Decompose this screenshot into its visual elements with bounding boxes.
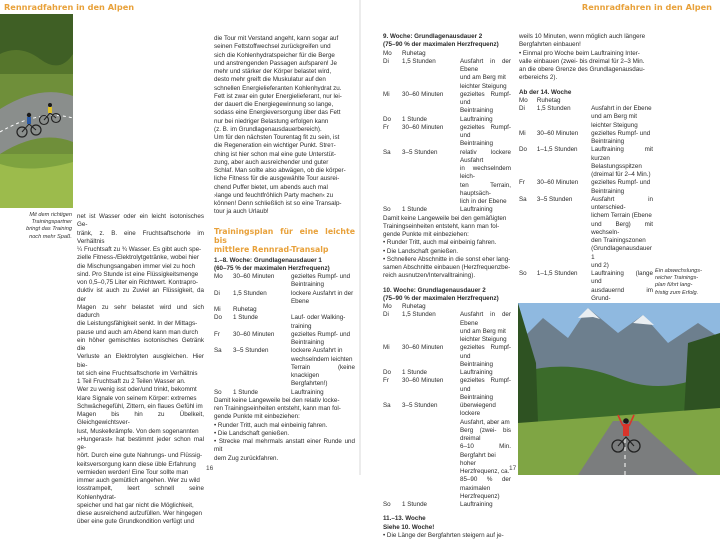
text-line: die Mischungsangaben immer viel zu hoch [77,262,196,270]
schedule-description [291,331,355,348]
schedule-description-line: Lauftraining [460,206,493,214]
schedule-day: Mo [383,303,392,310]
schedule-description-line: gezieltes Rumpf- und [460,344,511,360]
text-line: ren Trainingseinheiten entsteht, kann man fol- [214,405,341,413]
schedule-description-line: Beintraining [460,360,494,368]
schedule-day: So [519,270,527,277]
text-line: sodass eine Energieversorgung über das Fett [214,109,341,117]
schedule-day: Fr [519,179,525,187]
schedule-duration: 1 Stunde [402,115,428,123]
schedule-description-line: Ausfahrt in unterschied- [591,195,653,211]
schedule-duration: 30–60 Minuten [402,344,444,352]
schedule-description-line: lockere Ausfahrt in der [291,289,354,297]
schedule-description-line: Ausfahrt in der Ebene [460,57,511,73]
schedule-day: Fr [383,377,389,385]
schedule-description-line: training [291,322,312,330]
schedule-row [383,501,511,509]
left-column-2 [214,35,355,463]
photo-caption-left: Mit dem richtigen Trainingspartner bringt das Training noch mehr Spaß. [26,212,72,240]
schedule-day: Do [383,369,391,376]
schedule-row [383,402,511,501]
schedule-description [291,306,355,314]
schedule-description [591,146,653,179]
text-line: lust, Muskelkrämpfe. Von dem sogenannten [77,427,199,435]
schedule-description-line: Lauftraining mit kurzen [591,146,653,162]
schedule-description-line: Lauftraining [460,115,493,123]
text-line: vermieden werden! Eine Tour sollte man [77,468,189,476]
text-line: chend Puffer bietet, um abends auch mal [214,183,328,191]
schedule-duration: 3–5 Stunden [402,402,438,409]
text-line: • Schnellere Abschnitte in die sonst eher lang- [383,255,511,263]
week14-schedule-table [519,97,653,320]
schedule-day: Fr [214,330,220,338]
schedule-row [383,311,511,344]
left-column-2-text [214,35,355,217]
right-column-4 [519,33,653,336]
schedule-day: Di [519,105,525,112]
text-line: keitsversorgung kann diese üble Erfahrung [77,460,196,468]
schedule-day: Sa [383,148,391,156]
schedule-day: So [214,388,222,396]
schedule-description [460,50,511,58]
text-line: gende Punkte mit einbeziehen: [214,413,300,421]
text-line: dem Zug zurückfahren. [214,454,279,462]
week1-schedule-table [214,273,355,397]
schedule-description-line: ausdauernd im Grund- [591,286,653,302]
week10-title: 10. Woche: Grundlagenausdauer 2 (75–90 % der maximalen Herzfrequenz) [383,286,499,302]
schedule-description-line: leichter Steigung [591,121,638,129]
text-line: die Regeneration ein wichtiger Punkt. Streт- [214,142,336,150]
text-line: Schwächegefühl, Zittern, ein flaues Gefühl im [77,402,203,410]
text-line: Magen zu sehr belastet wird und sich dadurch [77,303,204,319]
schedule-duration: 30–60 Minuten [402,377,444,385]
text-line: können! Denn schließlich ist so eine Transalp- [214,200,342,207]
schedule-duration: 30–60 Minuten [536,179,579,187]
schedule-description [460,124,511,149]
schedule-description [460,311,511,344]
text-line: • Die Landschaft genießen. [383,247,459,255]
schedule-description [460,501,511,509]
schedule-row [383,344,511,369]
text-line: desto mehr greift die Muskulatur auf den [214,76,326,84]
training-plan-heading: Trainingsplan für eine leichte bis mittlere Rennrad-Transalp [214,226,355,255]
schedule-description-line: Belastungsspitzen [591,162,642,170]
schedule-description-line: lockere Ausfahrt in [291,347,343,355]
text-line: Damit keine Langeweile bei den relativ locke- [214,396,340,404]
text-line: Bergfahrten einbauen! [519,41,581,49]
text-line: seinen Fettstoffwechsel zurückgreifen und [214,43,331,51]
schedule-description [460,303,511,311]
schedule-description-line: Ausfahrt in der Ebene [460,311,511,327]
text-line: diese ausreichend aufzufüllen. Wer hingegen [77,510,202,517]
schedule-description-line: Lauftraining [460,369,493,376]
text-line: speicher und hat gar nicht die Möglichkeit, [77,501,194,509]
schedule-duration: Ruhetag [402,49,426,57]
text-line: duktiv ist auch zu Zuviel an Flüssigkeit, da der [77,287,204,303]
schedule-row [383,303,511,311]
schedule-row [383,149,511,207]
text-line: reich ausnutzen/Intervalltraining). [383,272,476,280]
text-line: Trainingseinheiten entsteht, kann man fol- [383,222,500,230]
text-line: liche Fitness für die ausgewählte Tour ausrei- [214,175,340,183]
schedule-description-line: Beintraining [460,107,494,115]
schedule-row [383,116,511,124]
schedule-description-line: gezieltes Rumpf- und [460,123,511,139]
schedule-description-line: Beintraining [291,339,325,347]
week1-title: 1.–8. Woche: Grundlagenausdauer 1 (60–75 % der maximalen Herzfrequenz) [214,256,330,272]
schedule-row [519,97,653,105]
text-line: Magen bis hin zu Übelkeit, Gleichgewichtsver- [77,411,204,427]
schedule-duration: 3–5 Stunden [402,148,438,156]
schedule-duration: 1,5 Stunden [536,105,571,112]
text-line: ein höher gemischtes isotonisches Getränk die [77,336,204,352]
schedule-duration: 1 Stunde [402,206,428,214]
schedule-description-line: hoher Herzfrequenz, ca. [460,459,510,475]
schedule-description-line: Lauftraining [291,388,324,396]
text-line: nur bei niedriger Belastung erfolgen kann [214,117,329,125]
text-line: von 0,5–0,75 Liter ein Richtwert. Kontrapro- [77,279,198,286]
schedule-day: Sa [519,195,527,203]
text-line: mehr und stärker der Körper belastet wird, [214,68,332,75]
text-line: • Einmal pro Woche beim Lauftraining Inter- [519,49,640,57]
text-line: • Strecke mal mehrmals anstatt einer Runde und mit [214,438,355,454]
schedule-description [460,91,511,116]
schedule-day: Mi [519,129,526,137]
text-line: 1 Teil Fruchtsaft zu 2 Teilen Wasser an. [77,378,186,385]
schedule-row [519,196,653,270]
schedule-description-line: leichter Steigung [460,82,507,90]
schedule-description-line: Lauftraining [460,501,493,508]
schedule-day: Mi [214,306,221,314]
schedule-description [591,130,653,147]
text-line: Wer zu wenig isst oder/und trinkt, bekommt [77,386,197,394]
schedule-day: So [383,501,391,508]
schedule-description [291,290,355,307]
schedule-day: So [383,206,391,214]
schedule-row [214,331,355,348]
text-line: tränk, z. B. eine Fruchtsaftschorle im Verhältnis [77,229,204,245]
schedule-description-line: Beintraining [591,138,625,145]
schedule-description-line: gezieltes Rumpf- und [291,273,351,281]
schedule-row [519,146,653,179]
schedule-description-line: Ebene [291,297,310,305]
schedule-description-line: und am Berg mit [591,113,637,121]
schedule-description-line: relativ lockere Ausfahrt [460,148,511,164]
schedule-description-line: und am Berg mit [460,327,506,335]
schedule-duration: Ruhetag [402,303,426,310]
text-line: losstrampelt, leert schnell seine Kohlenhydrat- [77,485,204,501]
schedule-description-line: Beintraining [460,140,494,148]
text-line: ›lange und feuchtfröhlich Party machen‹ zu [214,191,334,199]
photo-cyclist-mountains [518,303,720,475]
schedule-description [291,347,355,388]
schedule-row [383,124,511,149]
schedule-day: Fr [383,123,389,131]
schedule-description [460,377,511,402]
schedule-day: Do [214,314,222,322]
text-line: (z. B. im Grundlagenausdauerbereich). [214,125,322,133]
schedule-description [460,402,511,501]
schedule-duration: Ruhetag [233,306,257,314]
schedule-description-line: in wechselndem leich- [460,165,511,181]
schedule-duration: 3–5 Stunden [233,347,269,355]
schedule-description [591,105,653,130]
schedule-row [519,130,653,147]
running-header-left: Rennradfahren in den Alpen [4,2,135,12]
schedule-row [383,206,511,214]
schedule-row [383,369,511,377]
schedule-description-line: 6–10 Min. Bergfahrt bei [460,443,511,459]
text-line: ching ist hier schon mal eine gute Unterstüt- [214,150,336,158]
schedule-duration: 30–60 Minuten [402,90,444,98]
schedule-description-line: wechselndem leichten [291,355,353,363]
cyclists-road-illustration [0,14,73,208]
text-line: Verluste an Elektrolyten ausgleichen. Hier bie- [77,353,204,369]
schedule-day: Sa [383,402,391,409]
schedule-description-line: und 2) [591,261,609,269]
running-header-right: Rennradfahren in den Alpen [581,2,712,12]
schedule-description-line: Lauf- oder Walking- [291,314,346,322]
text-line: net ist Wasser oder ein leicht isotonisches Ge- [77,213,204,229]
schedule-description-line: Ausfahrt in der Ebene [591,105,652,112]
schedule-description-line: (dreimal für 2–4 Min.) [591,171,651,178]
schedule-description [591,97,653,105]
schedule-row [383,91,511,116]
photo-caption-right: Ein abwechslungs- reicher Trainings- plan führt lang- fristig zum Erfolg. [655,268,702,296]
schedule-duration: Ruhetag [536,96,561,104]
schedule-description-line: gezieltes Rumpf- und [460,90,511,106]
schedule-row [214,314,355,331]
schedule-row [519,105,653,130]
schedule-row [214,290,355,307]
week11-continued [519,33,653,83]
text-line: Um für den nächsten Tourentag fit zu sein, ist [214,134,340,141]
text-line: Fett ist zwar ein guter Energielieferant, nur lei- [214,92,342,100]
schedule-description-line: gezieltes Rumpf- und [291,330,351,338]
schedule-description-line: gezieltes Rumpf- und [591,129,651,137]
schedule-description-line: 85–90 % der maximalen [460,476,511,492]
page-gutter [359,0,361,475]
text-line: gende Punkte mit einbeziehen: [383,231,469,238]
text-line: valle einbauen (zwei- bis dreimal für 2–3 Min. [519,57,645,65]
text-line: hört. Durch eine gute Nahrungs- und Flüssig- [77,452,203,460]
schedule-duration: 1 Stunde [233,314,259,322]
schedule-description-line: und am Berg mit [460,74,506,82]
text-line: sich die Kohlenhydratspeicher für die Berge [214,51,335,59]
schedule-day: Mi [383,344,390,352]
schedule-description-line: lich in der Ebene [460,198,507,205]
schedule-description [460,149,511,207]
text-line: erbereichs 2). [519,74,558,82]
text-line: Damit keine Langeweile bei den gemäßigten [383,214,507,222]
schedule-description-line: gezieltes Rumpf- und [591,179,651,187]
schedule-description [291,273,355,290]
schedule-description [591,179,653,196]
text-line: »Hungerast« hat bestimmt jeder schon mal ge- [77,435,204,451]
schedule-duration: 30–60 Minuten [536,129,579,137]
text-line: samen Abschnitte einbauen (Herzfrequenzbe- [383,264,511,271]
schedule-day: Mo [214,273,223,281]
text-line: schnellen Energielieferanten Kohlenhydrat zu. [214,84,342,92]
schedule-description-line: und Berg) mit wechseln- [591,220,653,236]
schedule-day: Di [383,57,389,65]
schedule-duration: 1 Stunde [402,501,428,508]
schedule-duration: 1–1,5 Stunden [536,146,578,154]
week1-notes [214,397,355,463]
schedule-description [460,344,511,369]
text-line: ¼ Fruchtsaft zu ¾ Wasser. Es gibt auch spe- [77,246,202,253]
week11-note: • Die Länge der Bergfahrten steigern auf je- [383,531,504,539]
schedule-duration: 30–60 Minuten [233,273,275,281]
schedule-description-line: leichter Steigung [460,336,507,343]
text-line: zung, aber auch ausreichender und guter [214,158,329,166]
text-line: der dauert die Energiegewinnung so lange, [214,101,334,108]
text-line: Schlaf. Man sollte also abwägen, ob die körper- [214,167,346,174]
schedule-description [460,206,511,214]
text-line: • Runder Tritt, auch mal einbeinig fahren. [383,239,497,247]
schedule-description [460,369,511,377]
schedule-row [214,273,355,290]
schedule-description [460,116,511,124]
page-number-left: 16 [206,465,214,472]
schedule-duration: 3–5 Stunden [536,195,573,203]
schedule-row [383,50,511,58]
week14-title: Ab der 14. Woche [519,88,572,96]
schedule-description-line: Beintraining [291,281,325,289]
schedule-description [291,389,355,397]
schedule-description [291,314,355,331]
text-line: die Tour mit Verstand angeht, kann sogar auf [214,35,339,42]
schedule-description-line: (Grundlagenausdauer 1 [591,245,652,261]
text-line: pause und auch am Abend kann man durch [77,328,198,336]
week10-schedule-table [383,303,511,509]
schedule-row [214,389,355,397]
schedule-row [383,377,511,402]
photo-cyclists-road [0,14,73,208]
schedule-description-line: lichem Terrain (Ebene [591,212,652,220]
schedule-day: Mo [519,96,528,104]
text-line: die Leistungsfähigkeit senkt. In der Mittags- [77,320,198,328]
text-line: immer auch gemütlich angehen. Wer zu wild [77,477,200,484]
text-line: zielle Fitness-/Elektrolytgetränke, wobei hier [77,254,199,262]
schedule-description [591,196,653,270]
schedule-row [214,347,355,388]
schedule-duration: 30–60 Minuten [233,330,275,338]
schedule-description-line: Bergfahrten!) [291,380,328,388]
schedule-day: Do [519,146,527,154]
cyclist-mountains-illustration [518,303,720,475]
schedule-duration: 1 Stunde [402,369,428,376]
text-line: und anstrengenden Passagen aufsparen! Je [214,59,338,67]
schedule-description-line: gezieltes Rumpf- und [460,377,511,393]
page-number-right: 17 [509,465,517,472]
schedule-description-line: den Trainingszonen [591,237,646,244]
week9-schedule-table [383,50,511,215]
schedule-duration: 1–1,5 Stunden [536,270,578,277]
text-line: über eine gute Grundkondition verfügt und [77,518,195,526]
text-line: • Die Landschaft genießen. [214,429,290,437]
schedule-description-line: Lauftraining (lange und [591,270,653,286]
schedule-description-line: Beintraining [460,393,494,401]
schedule-duration: 1,5 Stunden [402,311,436,319]
schedule-description-line: Terrain (keine knackigen [291,363,355,380]
left-column-1 [77,213,204,527]
text-line: tet sich eine Fruchtsaftschorle im Verhältnis [77,369,198,377]
schedule-description-line: ten Terrain, hauptsäch- [460,181,511,197]
schedule-day: Mi [383,90,390,98]
schedule-description-line: Herzfrequenz) [460,492,500,500]
text-line: • Runder Tritt, auch mal einbeinig fahren. [214,421,328,429]
text-line: klare Signale von seinem Körper: extremes [77,394,197,402]
week11-title: 11.–13. Woche Siehe 10. Woche! [383,515,435,531]
right-column-3 [383,33,511,540]
week9-title: 9. Woche: Grundlagenausdauer 2 (75–90 % der maximalen Herzfrequenz) [383,33,499,49]
schedule-row [214,306,355,314]
text-line: tour ja auch Urlaub! [214,208,269,216]
schedule-day: Mo [383,49,392,57]
schedule-duration: 1 Stunde [233,388,259,396]
schedule-day: Di [383,311,389,319]
schedule-row [519,179,653,196]
schedule-day: Sa [214,347,222,355]
schedule-duration: 1,5 Stunden [233,289,267,297]
schedule-description-line: Berg (zwei- bis dreimal [460,426,511,442]
schedule-description-line: Ausfahrt, aber am [460,418,510,426]
schedule-description [460,58,511,91]
schedule-row [383,58,511,91]
schedule-day: Do [383,115,391,123]
week9-notes [383,215,511,281]
schedule-duration: 1,5 Stunden [402,57,436,65]
schedule-day: Di [214,289,220,297]
text-line: sind. Pro Stunde ist eine Flüssigkeitsmenge [77,270,199,278]
schedule-description-line: überwiegend lockere [460,402,496,418]
text-line: an die obere Grenze des Grundlagenausdau- [519,66,645,73]
schedule-description-line: Beintraining [591,187,625,195]
text-line: weils 10 Minuten, wenn möglich auch längere [519,33,646,40]
schedule-duration: 30–60 Minuten [402,123,444,131]
